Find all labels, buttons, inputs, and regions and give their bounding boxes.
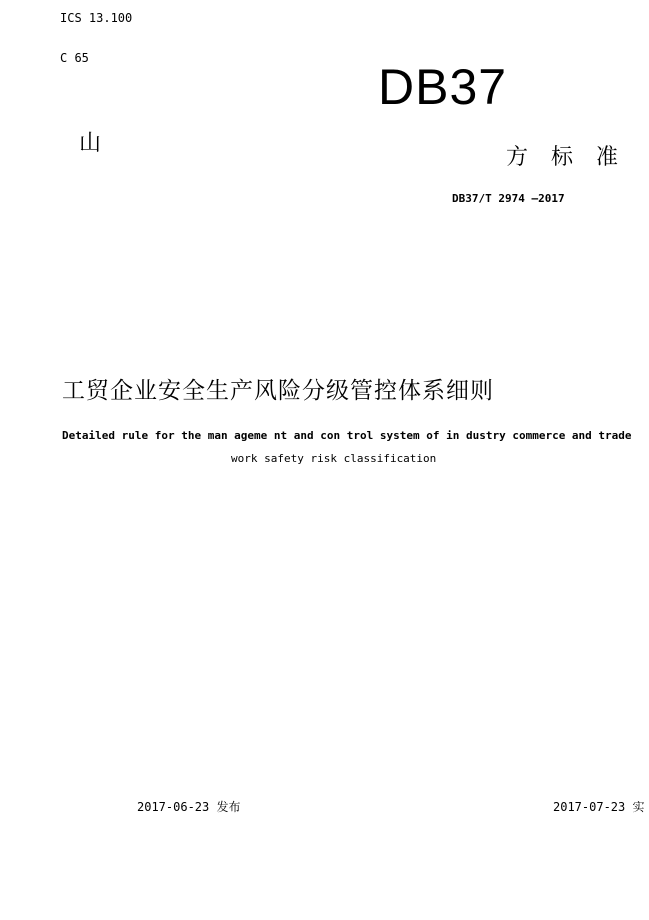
document-title-chinese: 工贸企业安全生产风险分级管控体系细则 bbox=[62, 378, 494, 404]
issue-date-value: 2017-06-23 bbox=[137, 800, 210, 814]
implementation-date bbox=[553, 798, 645, 815]
db-logo: DB37 bbox=[378, 59, 508, 115]
issue-date bbox=[137, 798, 241, 815]
issue-date-suffix: 发布 bbox=[216, 800, 241, 814]
ics-code: ICS 13.100 bbox=[60, 11, 133, 25]
impl-date-suffix: 实 bbox=[632, 800, 645, 814]
standard-number: DB37/T 2974 —2017 bbox=[452, 192, 565, 205]
province-label: 山 bbox=[79, 131, 102, 156]
impl-date-value: 2017-07-23 bbox=[553, 800, 626, 814]
document-title-english-line1: Detailed rule for the man ageme nt and con trol system of in dustry commerce and trade bbox=[62, 429, 632, 442]
document-title-english-line2: work safety risk classification bbox=[231, 452, 437, 465]
standard-type-label: 方 标 准 bbox=[506, 145, 626, 170]
classification-code: C 65 bbox=[60, 51, 89, 65]
